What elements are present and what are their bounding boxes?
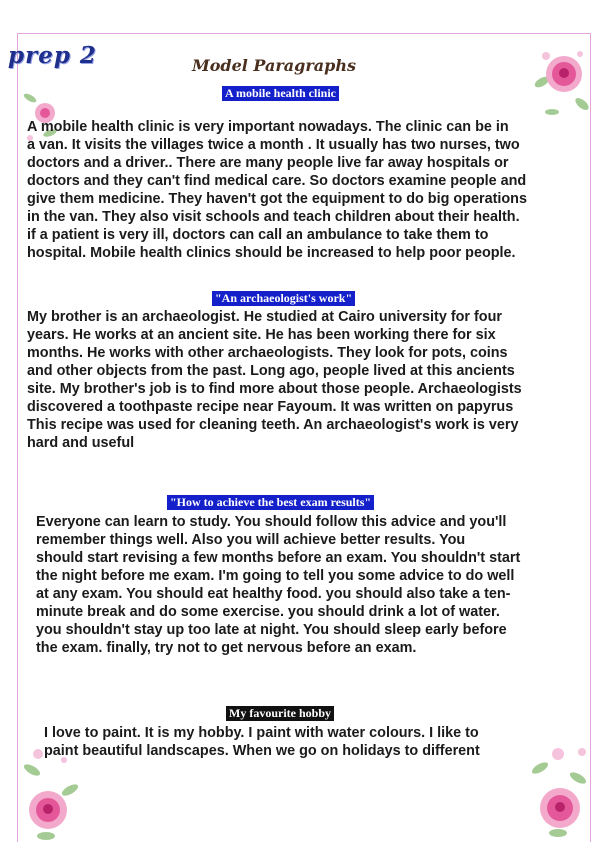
paragraph-archaeologist	[27, 308, 522, 452]
paragraph-hobby	[44, 724, 480, 760]
paragraph-line: site. My brother's job is to find more about those people. Archaeologists	[27, 381, 522, 397]
paragraph-line: This recipe was used for cleaning teeth. An archaeologist's work is very	[27, 417, 519, 433]
paragraph-line: remember things well. Also you will achieve better results. You	[36, 532, 466, 548]
paragraph-line: years. He works at an ancient site. He has been working there for six	[27, 327, 496, 343]
paragraph-line: A mobile health clinic is very important nowadays. The clinic can be in	[27, 119, 509, 135]
paragraph-line: Everyone can learn to study. You should follow this advice and you'll	[36, 514, 507, 530]
rose-icon	[532, 42, 594, 122]
paragraph-line: doctors and they can't find medical care. So doctors examine people and	[27, 173, 527, 189]
paragraph-line: and other objects from the past. Long ago, people lived at this ancients	[27, 363, 515, 379]
page-title: Model Paragraphs	[192, 56, 356, 75]
section-heading-exam-results: "How to achieve the best exam results"	[167, 495, 374, 510]
paragraph-line: hard and useful	[27, 435, 135, 451]
paragraph-line: the exam. finally, try not to get nervous before an exam.	[36, 640, 417, 656]
paragraph-line: if a patient is very ill, doctors can call an ambulance to take them to	[27, 227, 489, 243]
paragraph-exam-results	[36, 513, 520, 657]
paragraph-line: paint beautiful landscapes. When we go on holidays to different	[44, 743, 480, 759]
paragraph-line: discovered a toothpaste recipe near Fayoum. It was written on papyrus	[27, 399, 514, 415]
paragraph-line: My brother is an archaeologist. He studied at Cairo university for four	[27, 309, 502, 325]
paragraph-line: hospital. Mobile health clinics should be increased to help poor people.	[27, 245, 516, 261]
paragraph-line: you shouldn't stay up too late at night. You should sleep early before	[36, 622, 507, 638]
paragraph-line: the night before me exam. I'm going to tell you some advice to do well	[36, 568, 515, 584]
paragraph-line: minute break and do some exercise. you should drink a lot of water.	[36, 604, 500, 620]
paragraph-line: a van. It visits the villages twice a month . It usually has two nurses, two	[27, 137, 520, 153]
rose-icon	[528, 738, 594, 842]
paragraph-line: give them medicine. They haven't got the equipment to do big operations	[27, 191, 527, 207]
paragraph-line: should start revising a few months before an exam. You shouldn't start	[36, 550, 521, 566]
paragraph-line: I love to paint. It is my hobby. I paint with water colours. I like to	[44, 725, 479, 741]
section-heading-mobile-clinic: A mobile health clinic	[222, 86, 339, 101]
level-label: prep 2	[8, 42, 97, 69]
paragraph-mobile-clinic	[27, 118, 527, 262]
paragraph-line: in the van. They also visit schools and teach children about their health.	[27, 209, 520, 225]
paragraph-line: at any exam. You should eat healthy food. you should also take a ten-	[36, 586, 511, 602]
paragraph-line: months. He works with other archaeologists. They look for pots, coins	[27, 345, 508, 361]
paragraph-line: doctors and a driver.. There are many people live far away hospitals or	[27, 155, 509, 171]
section-heading-archaeologist: "An archaeologist's work"	[212, 291, 355, 306]
section-heading-hobby: My favourite hobby	[226, 706, 334, 721]
